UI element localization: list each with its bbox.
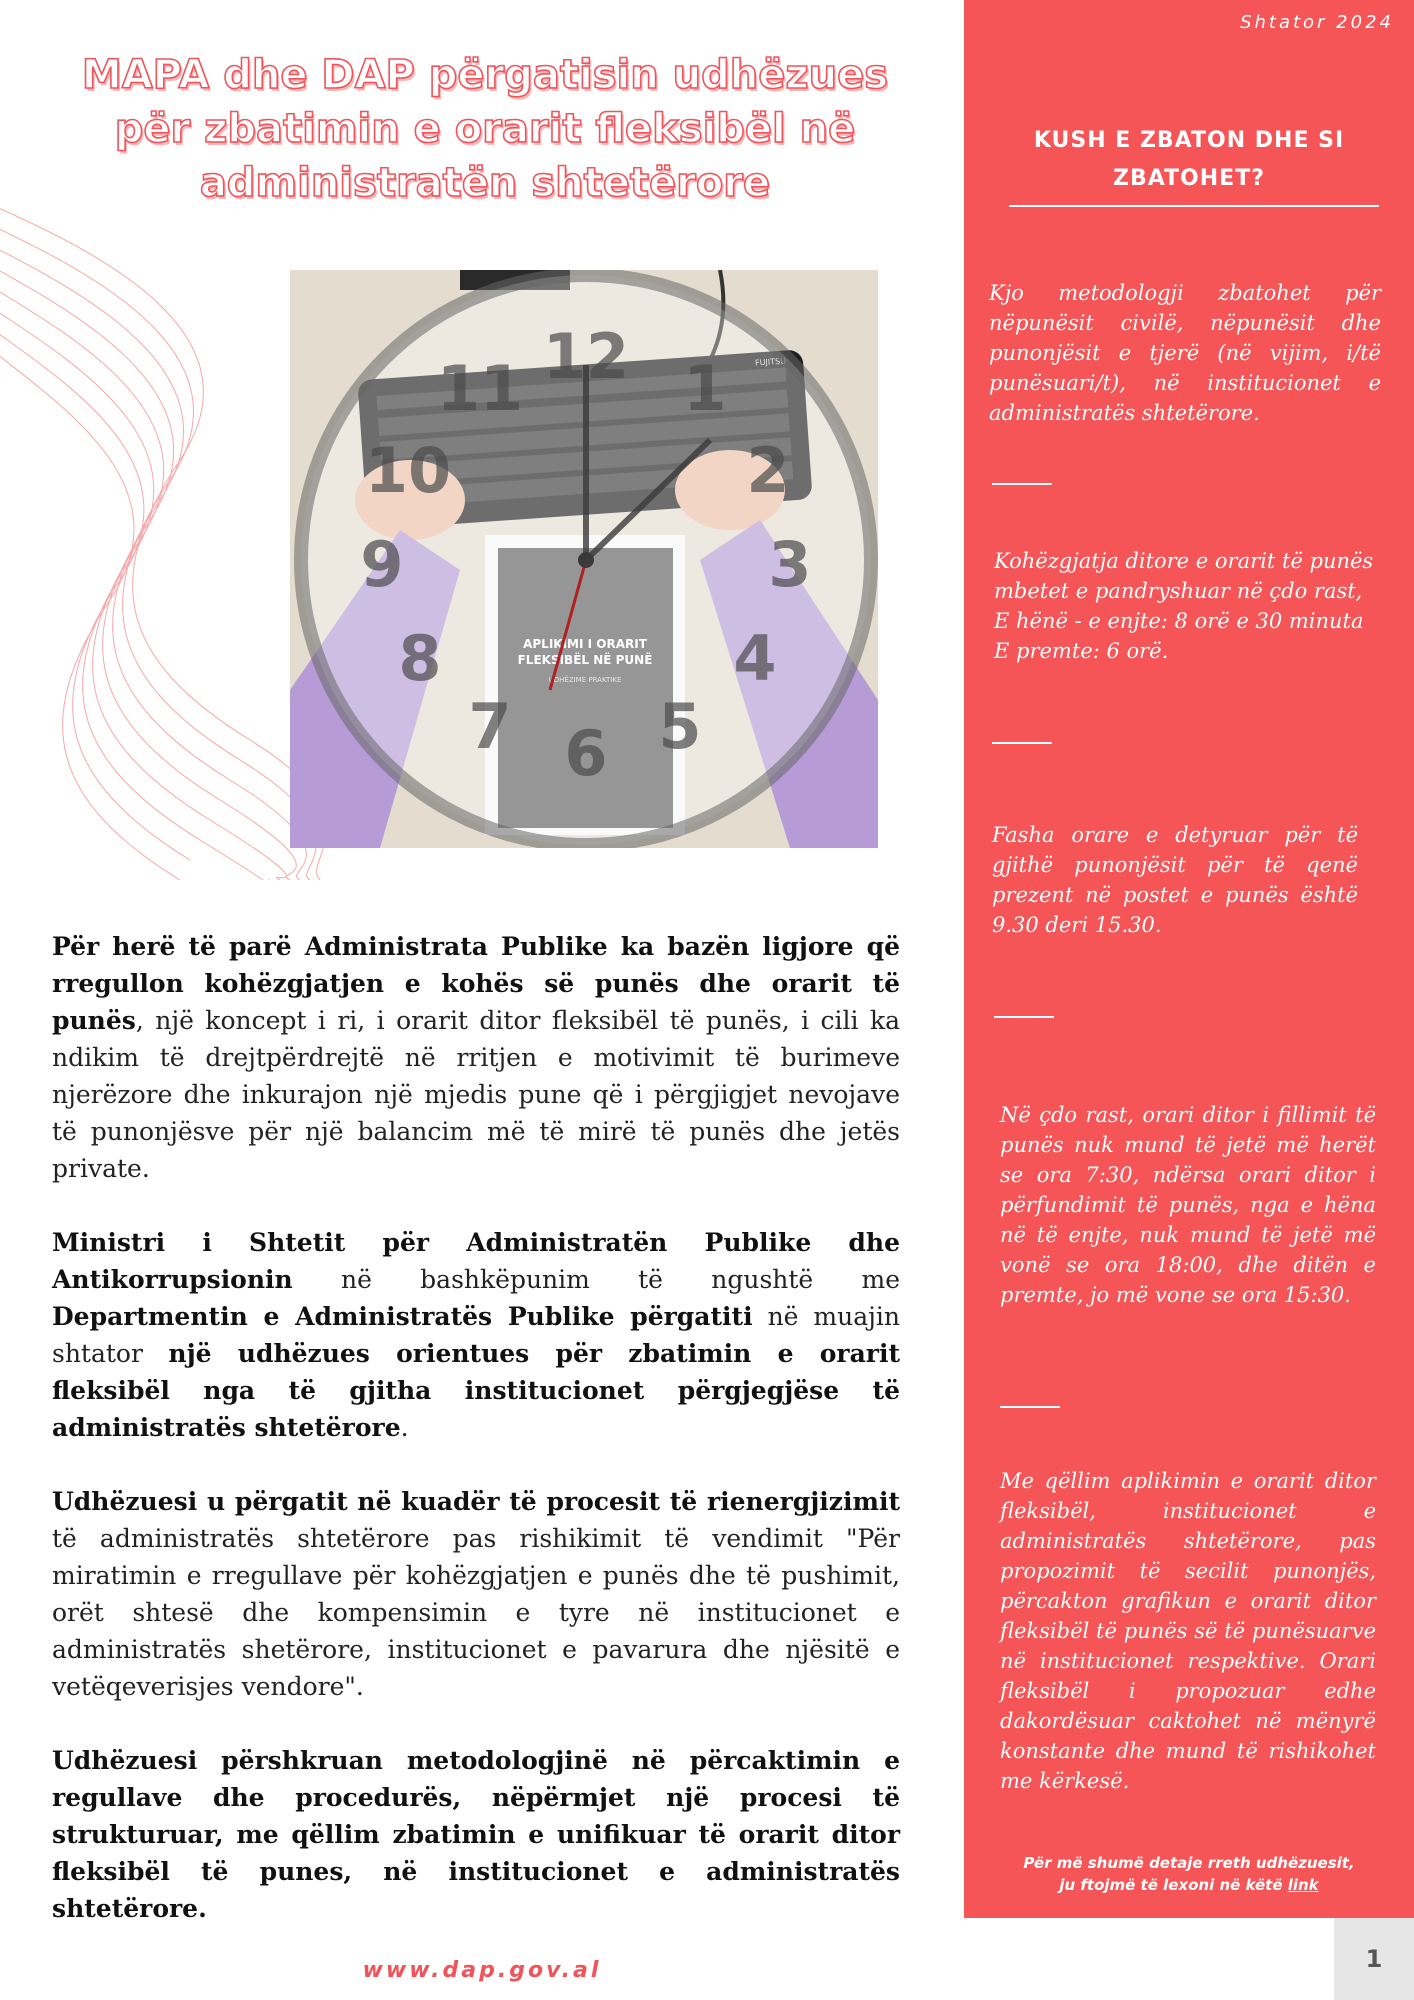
svg-text:3: 3 (768, 528, 812, 601)
hero-image (290, 270, 878, 848)
sidebar-block-5: Me qëllim aplikimin e orarit ditor fleksibël, institucionet e administratës shtetërore, pas propozimit të secilit punonjës, përcakton grafikun e orarit ditor fleksibël të punës së të punësuarve në institucionet respektive. Orari fleksibël i propozuar edhe dakordësuar caktohet në mënyrë konstante dhe mund të rishikohet me kërkesë. (1000, 1469, 1376, 1793)
svg-text:2: 2 (746, 434, 790, 507)
sidebar-block-3: Fasha orare e detyruar për të gjithë punonjësit për të qenë prezent në postet e punës është 9.30 deri 15.30. (992, 823, 1358, 937)
svg-text:5: 5 (658, 690, 702, 763)
sidebar-block-1: Kjo metodologji zbatohet për nëpunësit civilë, nëpunësit dhe punonjësit e tjerë (në vijim, i/të punësuari/t), në institucionet e administratës shtetërore. (989, 281, 1381, 425)
divider (992, 742, 1052, 744)
sidebar-heading: KUSH E ZBATON DHE SI ZBATOHET? (1033, 128, 1345, 191)
page-title: MAPA dhe DAP përgatisin udhëzues për zbatimin e orarit fleksibël në administratën shtetërore (81, 52, 889, 206)
sidebar-footer: Për më shumë detaje rreth udhëzuesit, ju ftojmë të lexoni në këtë link (1023, 1854, 1355, 1894)
svg-text:10: 10 (364, 434, 452, 507)
svg-text:7: 7 (468, 690, 512, 763)
sidebar (964, 0, 1414, 1918)
page-number: 1 (1334, 1918, 1414, 2000)
svg-text:4: 4 (733, 622, 777, 695)
svg-text:11: 11 (436, 352, 524, 425)
svg-text:8: 8 (398, 622, 442, 695)
svg-text:6: 6 (564, 717, 608, 790)
paragraph-3: Udhëzuesi u përgatit në kuadër të procesit të rienergjizimit të administratës shtetërore pas rishikimit të vendimit "Për miratimin e rregullave për kohëzgjatjen e punës dhe të pushimit, orët shtesë dhe kompensimin e tyre në institucionet e administratës shetërore, institucionet e pavarura dhe njësitë e vetëqeverisjes vendore". (52, 1487, 900, 1701)
article-body (52, 928, 900, 1964)
svg-text:9: 9 (360, 528, 404, 601)
issue-date: Shtator 2024 (1240, 12, 1394, 33)
sidebar-block-2: Kohëzgjatja ditore e orarit të punës mbetet e pandryshuar në çdo rast, E hënë - e enjte: 8 orë e 30 minuta E premte: 6 orë. (994, 549, 1374, 663)
svg-text:12: 12 (542, 320, 630, 393)
decorative-waves (0, 180, 340, 880)
svg-text:1: 1 (683, 352, 727, 425)
details-link[interactable]: link (1287, 1876, 1319, 1894)
divider (992, 483, 1052, 485)
divider (1000, 1406, 1060, 1408)
paragraph-4: Udhëzuesi përshkruan metodologjinë në përcaktimin e regullave dhe procedurës, nëpërmjet një procesi të strukturuar, me qëllim zbatimin e unifikuar të orarit ditor fleksibël të punes, në institucionet e administratës shtetërore. (52, 1746, 900, 1923)
sidebar-rule (1009, 205, 1379, 207)
clock-icon (290, 270, 878, 848)
paragraph-1: Për herë të parë Administrata Publike ka bazën ligjore që rregullon kohëzgjatjen e kohës së punës dhe orarit të punës, një koncept i ri, i orarit ditor fleksibël të punës, i cili ka ndikim të drejtpërdrejtë në rritjen e motivimit të burimeve njerëzore dhe inkurajon një mjedis pune që i përgjigjet nevojave të punonjësve për një balancim më të mirë të punës dhe jetës private. (52, 932, 900, 1183)
divider (994, 1016, 1054, 1018)
sidebar-block-4: Në çdo rast, orari ditor i fillimit të punës nuk mund të jetë më herët se ora 7:30, ndërsa orari ditor i përfundimit të punës, nga e hëna në të enjte, nuk mund të jetë më vonë se ora 18:00, dhe ditën e premte, jo më vone se ora 15:30. (1000, 1103, 1376, 1307)
paragraph-2: Ministri i Shtetit për Administratën Publike dhe Antikorrupsionin në bashkëpunim të ngushtë me Departmentin e Administratës Publike përgatiti në muajin shtator një udhëzues orientues për zbatimin e orarit fleksibël nga të gjitha institucionet përgjegjëse të administratës shtetërore. (52, 1228, 900, 1442)
website-link[interactable]: www.dap.gov.al (362, 1958, 602, 1983)
